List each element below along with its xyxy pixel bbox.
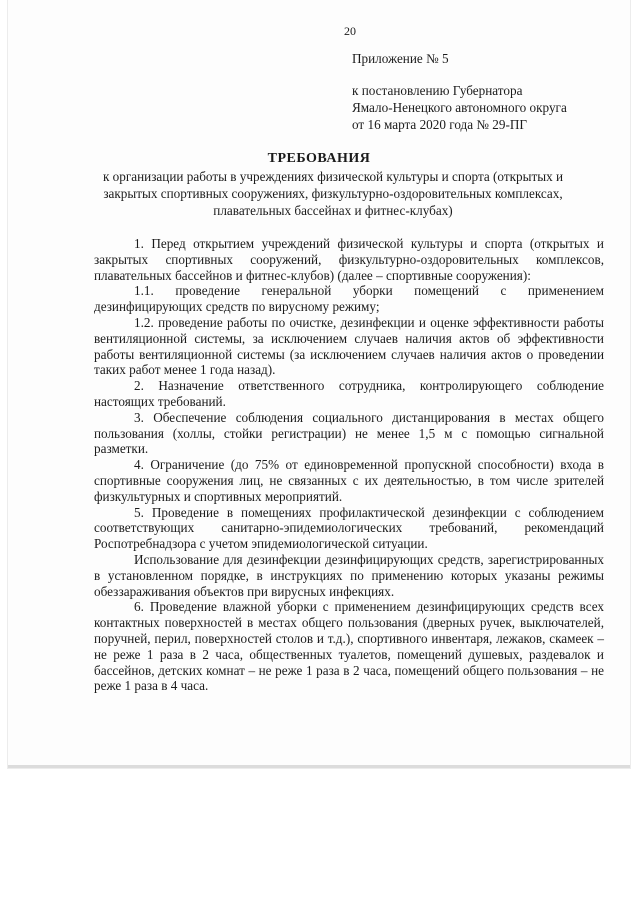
- paragraph: 2. Назначение ответственного сотрудника, контролирующего соблюдение настоящих требований.: [94, 378, 604, 409]
- paragraph: 4. Ограничение (до 75% от единовременной пропускной способности) входа в спортивные сооружения лиц, не связанных с их деятельностью, в том числе зрителей физкультурных и спортивных мероприятий.: [94, 457, 604, 504]
- document-page: [8, 0, 630, 768]
- paragraph: 1.1. проведение генеральной уборки помещений с применением дезинфицирующих средств по вирусному режиму;: [94, 283, 604, 315]
- paragraph: 6. Проведение влажной уборки с применением дезинфицирующих средств всех контактных поверхностей в местах общего пользования (дверных ручек, выключателей, поручней, перил, поверхностей столов и т.д.), спортивного инвентаря, лежаков, скамеек – не реже 1 раза в 2 часа, общественных туалетов, помещений душевых, раздевалок и бассейнов, детских комнат – не реже 1 раза в 2 часа, помещений общего пользования – не реже 1 раза в 4 часа.: [94, 599, 604, 694]
- page-number: 20: [344, 24, 356, 38]
- paragraph: 1.2. проведение работы по очистке, дезинфекции и оценке эффективности работы вентиляционной системы, за исключением случаев наличия актов об эффективности работы вентиляционной системы (за исключением случаев наличия актов о проведении таких работ менее 1 года назад).: [94, 314, 604, 378]
- annex-label: Приложение № 5: [352, 51, 449, 66]
- annex-line: от 16 марта 2020 года № 29-ПГ: [352, 117, 527, 132]
- document-title: ТРЕБОВАНИЯ: [267, 151, 371, 166]
- paragraph: 5. Проведение в помещениях профилактической дезинфекции с соблюдением соответствующих санитарно-эпидемиологических требований, рекомендаций Роспотребнадзора с учетом эпидемиологической ситуации.: [94, 504, 604, 552]
- annex-gap: [352, 67, 567, 82]
- paragraph: Использование для дезинфекции дезинфицирующих средств, зарегистрированных в установленном порядке, в инструкциях по применению которых указаны режимы обеззараживания объектов при вирусных инфекциях.: [94, 551, 604, 599]
- paragraph: 1. Перед открытием учреждений физической культуры и спорта (открытых и закрытых спортивных сооружений, физкультурно-оздоровительных комплексов, плавательных бассейнов и фитнес-клубов) (далее – спортивные сооружения):: [94, 236, 604, 283]
- document-subtitle: к организации работы в учреждениях физической культуры и спорта (открытых и закрытых спортивных сооружениях, физкультурно-оздоровительных комплексах, плавательных бассейнах и фитнес-клубах): [102, 169, 564, 218]
- paragraph: 3. Обеспечение соблюдения социального дистанцирования в местах общего пользования (холлы, стойки регистрации) не менее 1,5 м с помощью сигнальной разметки.: [94, 409, 604, 457]
- annex-line: к постановлению Губернатора: [352, 83, 523, 98]
- document-body: [94, 236, 604, 694]
- annex-block: [352, 50, 567, 133]
- annex-line: Ямало-Ненецкого автономного округа: [352, 100, 567, 115]
